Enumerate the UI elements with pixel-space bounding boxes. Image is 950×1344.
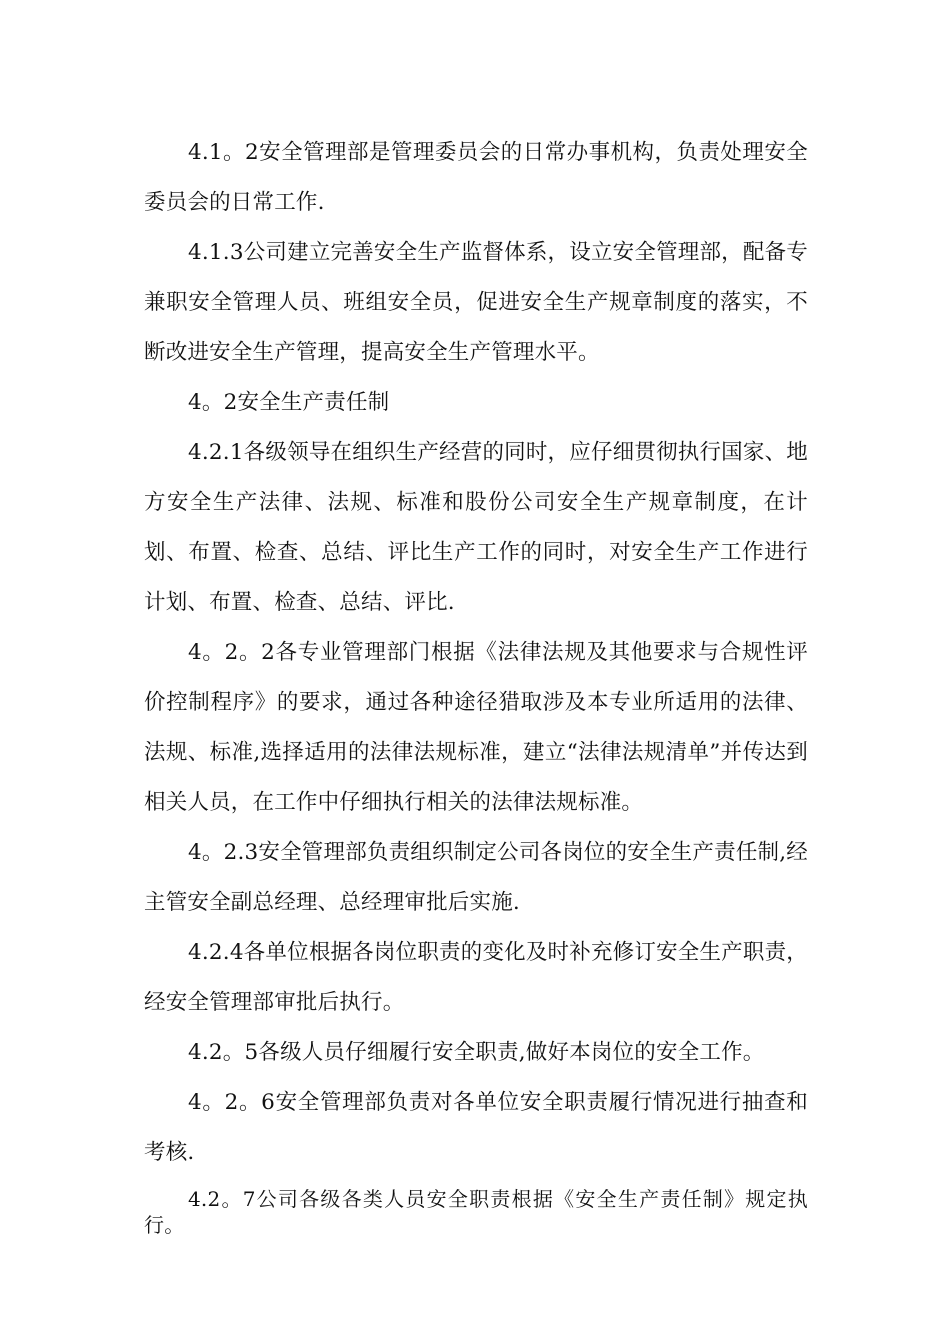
paragraph-4-2-2: 4。2。2各专业管理部门根据《法律法规及其他要求与合规性评价控制程序》的要求，通过各种途径猎取涉及本专业所适用的法律、法规、标准,选择适用的法律法规标准，建立“法律法规清单”并传达到相关人员，在工作中仔细执行相关的法律法规标准。 xyxy=(144,640,808,815)
paragraph-4-2-6: 4。2。6安全管理部负责对各单位安全职责履行情况进行抽查和考核. xyxy=(144,1090,808,1165)
section-heading-4-2: 4。2安全生产责任制 xyxy=(188,390,390,415)
paragraph-4-2-4: 4.2.4各单位根据各岗位职责的变化及时补充修订安全生产职责，经安全管理部审批后执行。 xyxy=(144,940,808,1015)
paragraph-4-1-3: 4.1.3公司建立完善安全生产监督体系，设立安全管理部，配备专兼职安全管理人员、班组安全员，促进安全生产规章制度的落实，不断改进安全生产管理，提高安全生产管理水平。 xyxy=(144,240,808,365)
paragraph-4-1-2: 4.1。2安全管理部是管理委员会的日常办事机构，负责处理安全委员会的日常工作. xyxy=(144,140,808,215)
paragraph-4-2-3: 4。2.3安全管理部负责组织制定公司各岗位的安全生产责任制,经主管安全副总经理、总经理审批后实施. xyxy=(144,840,808,915)
paragraph-4-2-7: 4.2。7公司各级各类人员安全职责根据《安全生产责任制》规定执行。 xyxy=(144,1187,808,1237)
document-body xyxy=(144,128,808,1238)
paragraph-4-2-5: 4.2。5各级人员仔细履行安全职责,做好本岗位的安全工作。 xyxy=(188,1040,765,1065)
paragraph-4-2-1: 4.2.1各级领导在组织生产经营的同时，应仔细贯彻执行国家、地方安全生产法律、法规、标准和股份公司安全生产规章制度，在计划、布置、检查、总结、评比生产工作的同时，对安全生产工作进行计划、布置、检查、总结、评比. xyxy=(144,440,808,615)
